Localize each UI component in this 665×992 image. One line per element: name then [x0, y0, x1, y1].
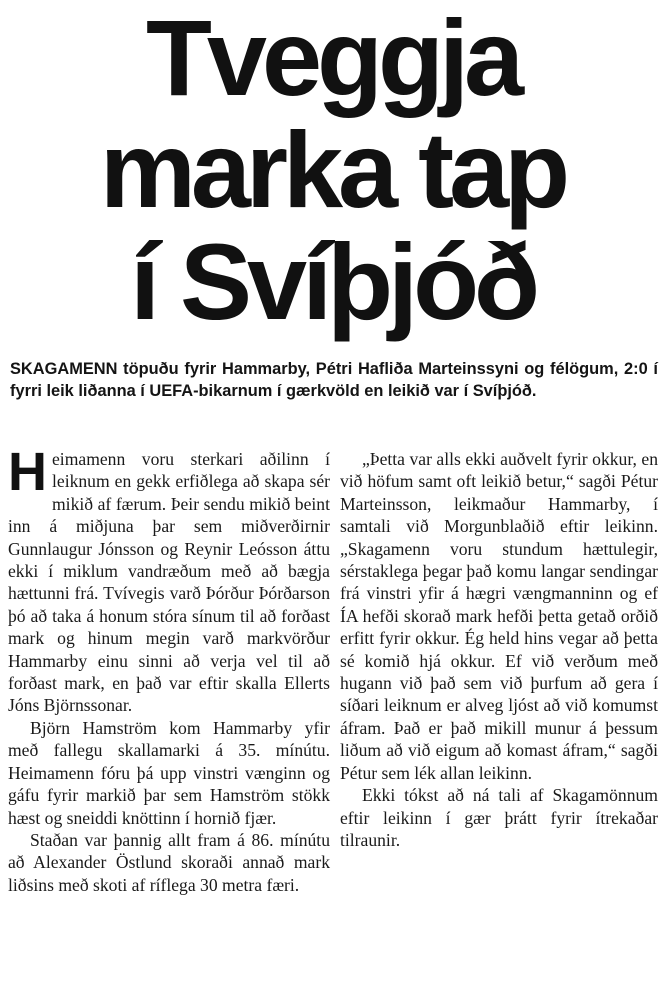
paragraph-1 — [8, 442, 330, 717]
lede-kicker: SKAGAMENN — [10, 360, 118, 378]
drop-cap: H — [8, 442, 47, 502]
lede-text: töpuðu fyrir Hammarby, Pétri Hafliða Marteinssyni og félögum, 2:0 í fyrri leik liðanna í UEFA-bikarnum í gærkvöld en leikið var í Svíþjóð. — [10, 360, 658, 400]
headline-line-3: í Svíþjóð — [129, 221, 536, 342]
paragraph-5: Ekki tókst að ná tali af Skagamönnum eftir leikinn í gær þrátt fyrir ítrekaðar tilraunir. — [340, 785, 658, 850]
lede-paragraph — [10, 358, 658, 402]
paragraph-2: Björn Hamström kom Hammarby yfir með fallegu skallamarki á 35. mínútu. Heimamenn fóru þá upp vinstri vænginn og gáfu fyrir markið þar sem Hamström stökk hæst og sneiddi knöttinn í hornið fjær. — [8, 717, 330, 828]
article-column-right — [340, 448, 658, 988]
headline-line-2: marka tap — [99, 109, 566, 230]
headline-line-1: Tveggja — [145, 0, 520, 118]
article-column-left — [8, 442, 330, 988]
paragraph-1-text: eimamenn voru sterkari aðilinn í leiknum en gekk erfiðlega að skapa sér mikið af færum. Þeir sendu mikið beint inn á miðjuna þar sem miðverðirnir Gunnlaugur Jónsson og Reynir Leósson áttu ekki í miklum vandræðum með að bægja hættunni frá. Tvívegis varð Þórður Þórðarson þó að taka á honum stóra sínum til að forðast mark og hinum megin varð markvörður Hammarby einu sinni að verja vel til að forðast mark, en það var eftir skalla Ellerts Jóns Björnssonar. — [8, 449, 330, 716]
headline — [0, 0, 665, 342]
paragraph-3-text: Staðan var þannig allt fram á 86. mínútu að Alexander Östlund skoraði annað mark liðsins með skoti af ríflega 30 metra færi. — [8, 829, 330, 895]
article-body — [8, 442, 658, 988]
paragraph-4: „Þetta var alls ekki auðvelt fyrir okkur, en við höfum samt oft leikið betur,“ sagði Pétur Marteinsson, leikmaður Hammarby, í samtali við Morgunblaðið eftir leikinn. „Skagamenn voru stundum hættulegir, sérstaklega þegar það komu langar sendingar frá vinstri yfir á hægri vængmanninn og ef ÍA hefði skorað mark hefði þetta getað orðið erfitt fyrir okkur. Ég held hins vegar að þetta sé komið hjá okkur. Ef við verðum með hugann við það sem við þurfum að gera í síðari leiknum er alveg ljóst að við komumst áfram. Það er það mikill munur á þessum liðum að við eigum að komast áfram,“ sagði Pétur sem lék allan leikinn. — [340, 449, 658, 783]
paragraph-3-start — [8, 829, 330, 896]
